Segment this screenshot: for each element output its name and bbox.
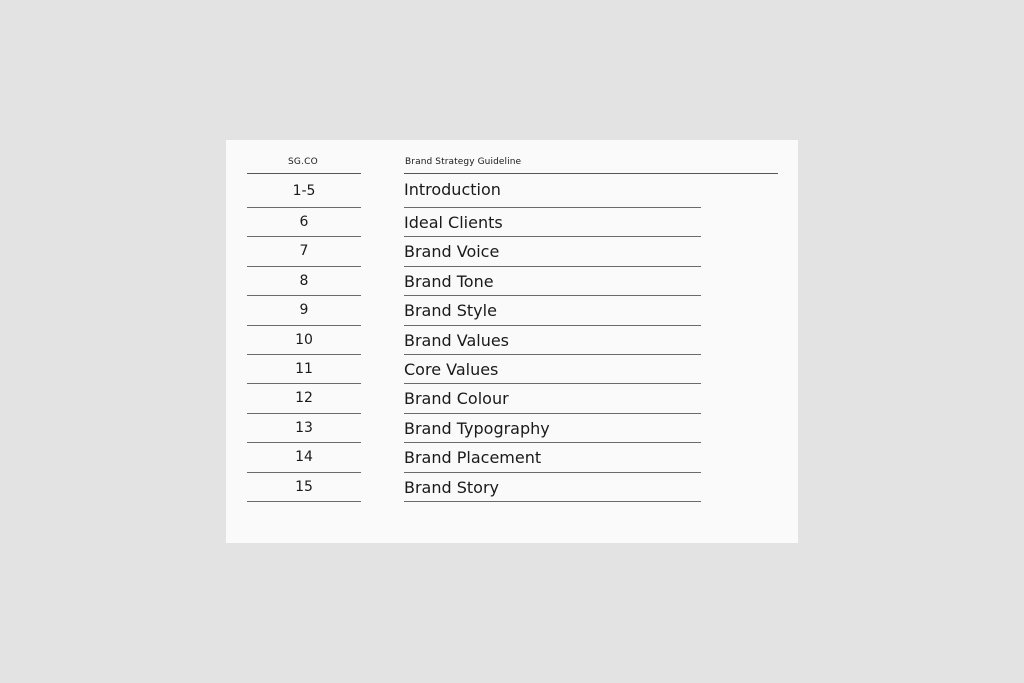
- toc-section-label: Brand Voice: [404, 237, 701, 266]
- toc-page-number: 6: [247, 208, 361, 237]
- toc-row: [226, 414, 798, 443]
- toc-page-number: 7: [247, 237, 361, 266]
- toc-row: [226, 267, 798, 296]
- document-title: Brand Strategy Guideline: [405, 157, 522, 167]
- table-of-contents: [226, 174, 798, 502]
- toc-row: [226, 296, 798, 325]
- toc-page-number: 15: [247, 473, 361, 502]
- toc-page-number: 12: [247, 384, 361, 413]
- toc-section-label: Brand Story: [404, 473, 701, 502]
- toc-row: [226, 473, 798, 502]
- toc-section-label: Brand Style: [404, 296, 701, 325]
- toc-section-label: Introduction: [404, 174, 701, 208]
- toc-section-label: Brand Typography: [404, 414, 701, 443]
- toc-row: [226, 326, 798, 355]
- toc-page-number: 8: [247, 267, 361, 296]
- toc-row: [226, 384, 798, 413]
- toc-page-number: 1-5: [247, 174, 361, 208]
- toc-row: [226, 443, 798, 472]
- brand-name: SG.CO: [288, 157, 318, 167]
- toc-page-number: 14: [247, 443, 361, 472]
- toc-page-number: 13: [247, 414, 361, 443]
- toc-row: [226, 174, 798, 208]
- toc-section-label: Brand Tone: [404, 267, 701, 296]
- toc-page-number: 11: [247, 355, 361, 384]
- toc-page-number: 10: [247, 326, 361, 355]
- toc-row: [226, 355, 798, 384]
- toc-row: [226, 237, 798, 266]
- toc-section-label: Ideal Clients: [404, 208, 701, 237]
- toc-section-label: Core Values: [404, 355, 701, 384]
- toc-page-number: 9: [247, 296, 361, 325]
- toc-row: [226, 208, 798, 237]
- toc-section-label: Brand Placement: [404, 443, 701, 472]
- toc-section-label: Brand Values: [404, 326, 701, 355]
- toc-section-label: Brand Colour: [404, 384, 701, 413]
- document-page: [226, 140, 798, 543]
